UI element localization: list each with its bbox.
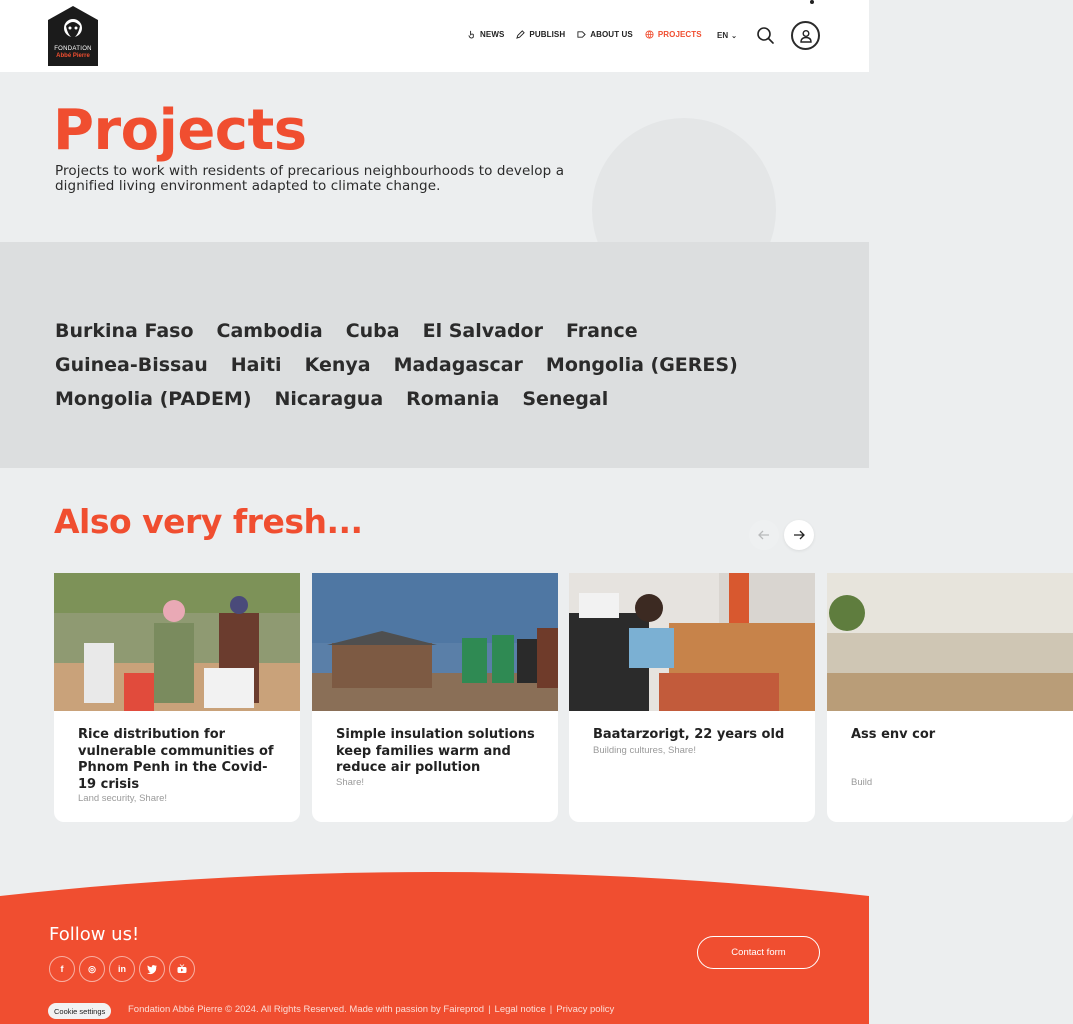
site-header bbox=[0, 0, 869, 72]
arrow-right-icon bbox=[793, 530, 805, 540]
cookie-settings-button[interactable]: Cookie settings bbox=[48, 1003, 111, 1019]
logo[interactable] bbox=[48, 6, 98, 66]
country-link[interactable]: Madagascar bbox=[393, 354, 523, 376]
instagram-icon[interactable]: ◎ bbox=[79, 956, 105, 982]
legal-notice-link[interactable]: Legal notice bbox=[494, 1004, 546, 1015]
countries-section bbox=[0, 242, 869, 468]
account-button[interactable] bbox=[791, 21, 820, 50]
main-nav bbox=[467, 30, 702, 39]
hero-section bbox=[0, 72, 869, 242]
country-link[interactable]: Mongolia (PADEM) bbox=[55, 388, 252, 410]
hand-pointer-icon bbox=[467, 30, 476, 39]
country-link[interactable]: Romania bbox=[406, 388, 500, 410]
contact-form-button[interactable]: Contact form bbox=[697, 936, 820, 969]
youtube-icon[interactable] bbox=[169, 956, 195, 982]
card-image bbox=[569, 573, 815, 711]
language-selector[interactable] bbox=[717, 31, 737, 40]
footer-legal bbox=[128, 1004, 614, 1015]
nav-about-us-label: ABOUT US bbox=[590, 30, 633, 39]
card-title: Baatarzorigt, 22 years old bbox=[593, 727, 785, 742]
facebook-icon[interactable]: f bbox=[49, 956, 75, 982]
news-carousel bbox=[54, 573, 936, 823]
country-link[interactable]: Burkina Faso bbox=[55, 320, 194, 342]
social-links bbox=[49, 956, 195, 982]
chevron-down-icon: ⌄ bbox=[731, 32, 737, 40]
user-icon bbox=[799, 29, 813, 43]
globe-icon bbox=[645, 30, 654, 39]
carousel-prev-button[interactable] bbox=[749, 520, 779, 550]
country-link[interactable]: Nicaragua bbox=[274, 388, 384, 410]
card-tags: Land security, Share! bbox=[78, 793, 168, 804]
privacy-policy-link[interactable]: Privacy policy bbox=[556, 1004, 615, 1015]
pencil-icon bbox=[516, 30, 525, 39]
country-link[interactable]: Cambodia bbox=[216, 320, 323, 342]
card-image bbox=[827, 573, 1073, 711]
arrow-left-icon bbox=[758, 530, 770, 540]
card-title: Simple insulation solutions keep families warm and reduce air pollution bbox=[336, 727, 535, 775]
nav-about-us[interactable] bbox=[577, 30, 633, 39]
card-tags: Share! bbox=[336, 777, 364, 788]
news-card[interactable] bbox=[569, 573, 815, 822]
card-tags: Build bbox=[851, 777, 873, 788]
linkedin-icon[interactable]: in bbox=[109, 956, 135, 982]
nav-projects[interactable] bbox=[645, 30, 702, 39]
copyright-text: Fondation Abbé Pierre © 2024. All Rights Reserved. Made with passion by Faireprod bbox=[128, 1004, 485, 1015]
news-card[interactable] bbox=[312, 573, 558, 822]
page-title: Projects bbox=[53, 98, 307, 163]
country-list bbox=[55, 320, 775, 411]
card-tags: Building cultures, Share! bbox=[593, 745, 696, 756]
card-image bbox=[312, 573, 558, 711]
logo-text bbox=[48, 46, 98, 60]
nav-news[interactable] bbox=[467, 30, 504, 39]
search-icon bbox=[755, 25, 775, 45]
nav-publish[interactable] bbox=[516, 30, 565, 39]
card-title: Ass env cor bbox=[851, 727, 936, 742]
carousel-next-button[interactable] bbox=[784, 520, 814, 550]
tag-icon bbox=[577, 30, 586, 39]
country-link[interactable]: Guinea-Bissau bbox=[55, 354, 208, 376]
country-link[interactable]: El Salvador bbox=[422, 320, 543, 342]
logo-line-2: Abbé Pierre bbox=[56, 53, 90, 59]
twitter-icon[interactable] bbox=[139, 956, 165, 982]
country-link[interactable]: Kenya bbox=[304, 354, 371, 376]
nav-news-label: NEWS bbox=[480, 30, 505, 39]
country-link[interactable]: Mongolia (GERES) bbox=[545, 354, 738, 376]
country-link[interactable]: Haiti bbox=[230, 354, 282, 376]
news-card[interactable] bbox=[54, 573, 300, 822]
country-link[interactable]: Senegal bbox=[522, 388, 609, 410]
language-label: EN bbox=[717, 31, 729, 40]
decorative-dot bbox=[810, 0, 814, 4]
site-footer bbox=[0, 868, 869, 1024]
page-description: Projects to work with residents of precarious neighbourhoods to develop a dignified living environment adapted to climate change. bbox=[55, 163, 565, 194]
search-button[interactable] bbox=[755, 25, 775, 45]
follow-us-heading: Follow us! bbox=[49, 924, 140, 945]
separator: | bbox=[488, 1004, 491, 1015]
news-card[interactable] bbox=[827, 573, 1073, 822]
card-image bbox=[54, 573, 300, 711]
card-title: Rice distribution for vulnerable communities of Phnom Penh in the Covid-19 crisis bbox=[78, 727, 274, 792]
separator: | bbox=[549, 1004, 553, 1015]
country-link[interactable]: Cuba bbox=[345, 320, 400, 342]
logo-line-1: FONDATION bbox=[54, 46, 92, 52]
nav-publish-label: PUBLISH bbox=[529, 30, 566, 39]
country-link[interactable]: France bbox=[565, 320, 638, 342]
nav-projects-label: PROJECTS bbox=[657, 30, 702, 39]
fresh-section-title: Also very fresh... bbox=[54, 502, 363, 541]
